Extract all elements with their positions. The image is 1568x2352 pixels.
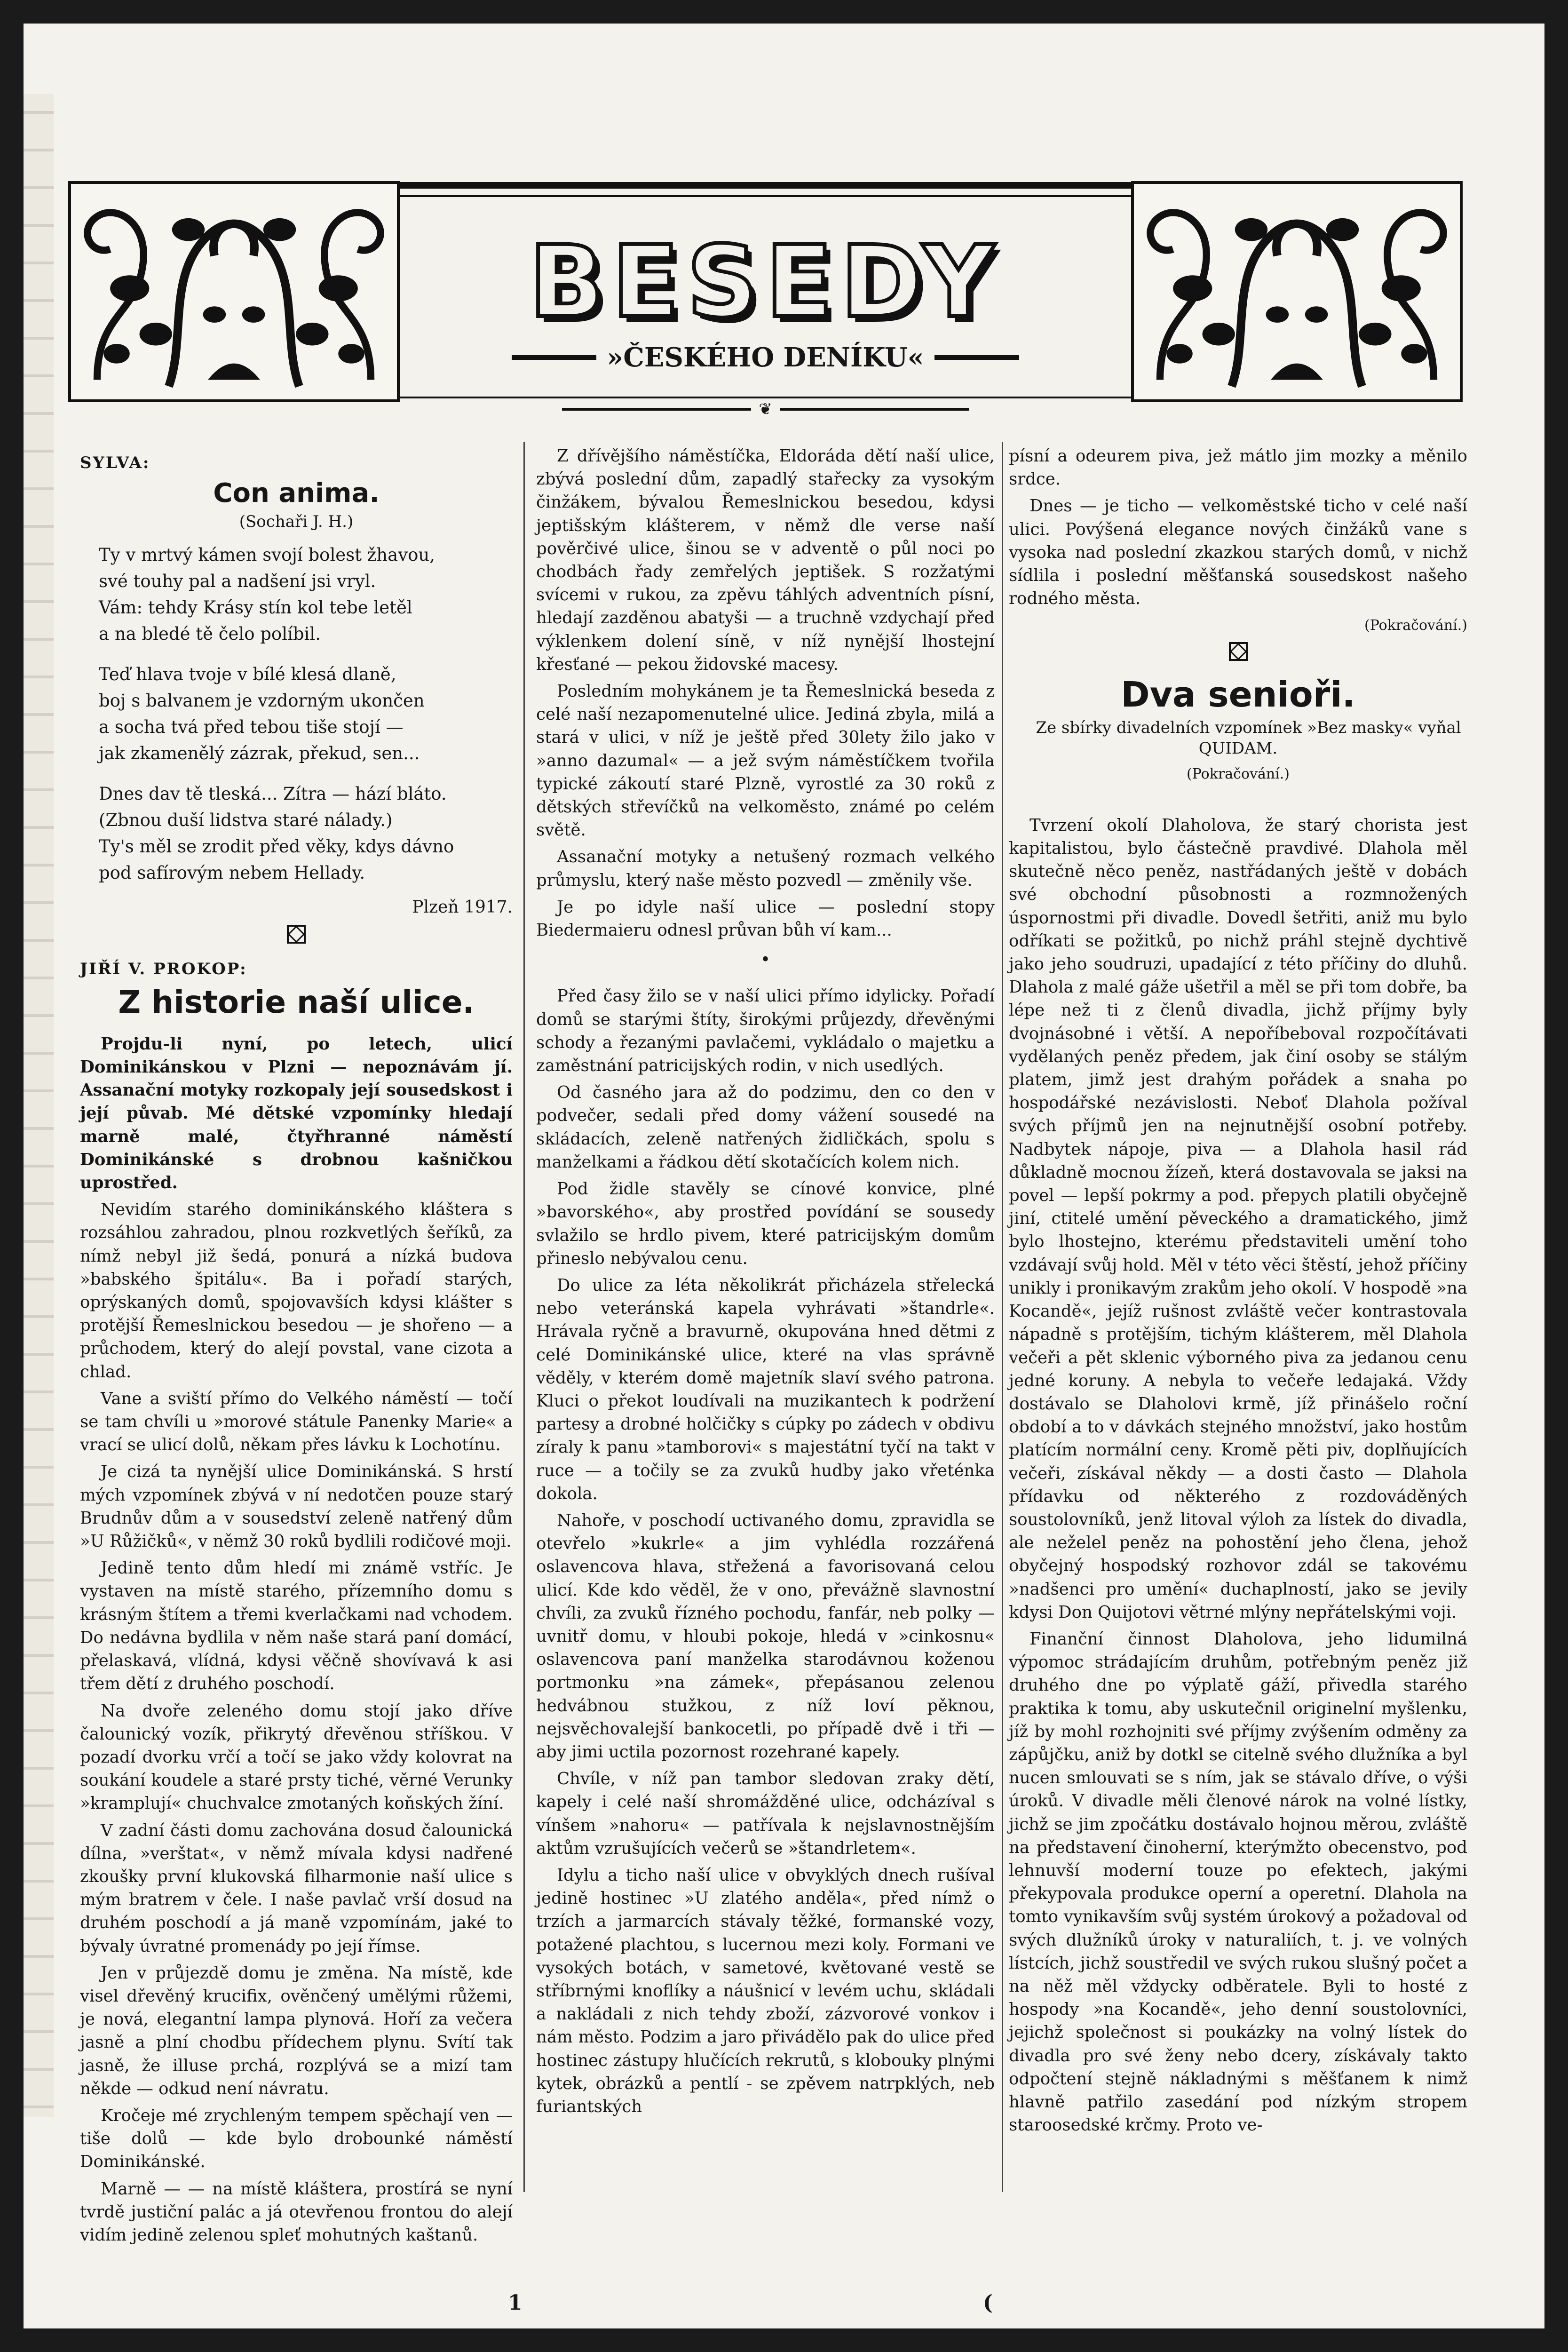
poem-line: Ty v mrtvý kámen svojí bolest žhavou, <box>99 545 435 565</box>
article-paragraph: Do ulice za léta několikrát přicházela střelecká nebo veteránská kapela vyhrávati »štandrle«. Hrávala ryčně a bravurně, okupována hned dětmi z celé Dominikánské ulice, které na vlas správně věděly, v kterém domě majetník slaví svého patrona. Kluci o překot loudívali na muzikantech k podržení partesy a drobné holčičky s cúpky po zádech v obdivu zíraly k panu »tamborovi« s majestátní tyčí na takt v ruce — a točily se za zvuků hudby jako vřeténka dokola. <box>536 1275 995 1503</box>
poem-line: jak zkamenělý zázrak, překud, sen... <box>99 743 420 764</box>
article-paragraph: Jedině tento dům hledí mi známě vstříc. Je vystaven na místě starého, přízemního domu s krásným štítem a třemi kverlačkami nad vchodem. Do nedávna bydlila v něm naše stará paní domácí, přelaskavá, vlídná, kdysi věčně shovívavá k asi třem dětí z druhého poschodí. <box>80 1558 513 1694</box>
article-paragraph: Od časného jara až do podzimu, den co den v podvečer, sedali před domy vážení sousedé na skládacích, zeleně natřených židličkách, spolu s manželkami a řádkou dětí skotačících kolem nich. <box>536 1083 995 1172</box>
poem-line: a socha tvá před tebou tiše stojí — <box>99 717 404 738</box>
poem-stanza <box>99 661 513 767</box>
serial-continued-note: (Pokračování.) <box>1187 765 1290 782</box>
article-paragraph: Na dvoře zeleného domu stojí jako dříve čalounický vozík, přikrytý dřevěnou stříškou. V pozadí dvorku vrčí a točí se jako vždy kolovrat na soukání koudele a staré prsty tiché, věrné Verunky »kramplují« chuchvalce zmotaných koňských žíní. <box>80 1701 513 1813</box>
article-paragraph: písní a odeurem piva, jež mátlo jim mozky a měnilo srdce. <box>1009 446 1467 489</box>
previous-page-edge <box>24 94 54 2117</box>
poem-line: své touhy pal a nadšení jsi vryl. <box>99 571 376 592</box>
article-paragraph: Nevidím starého dominikánského kláštera s rozsáhlou zahradou, plnou rozkvetlých šeříků, za nímž nebyl již šedá, ponurá a nízká budova »babského špitálu«. Ba i pořadí starých, oprýskaných domů, spojovavších kdysi klášter s protější Řemeslnickou besedou — je shořeno — a průchodem, který do alejí povstal, vane cizota a chlad. <box>80 1200 513 1382</box>
article-paragraph: Kročeje mé zrychleným tempem spěchají ven — tiše dolů — kde bylo drobounké náměstí Dominikánské. <box>80 2106 513 2172</box>
article-paragraph: Pod židle stavěly se cínové konvice, plné »bavorského«, aby prostřed povídání se sousedy svlažilo se hrdlo pivem, které patricijským domům přineslo nebývalou cenu. <box>536 1179 995 1268</box>
column-2 <box>536 445 995 2122</box>
column-rule-1 <box>523 442 525 2192</box>
continued-note: (Pokračování.) <box>1364 617 1467 634</box>
ornament-right <box>1131 181 1463 402</box>
article-paragraph: Je cizá ta nynější ulice Dominikánská. S hrstí mých vzpomínek zbývá v ní nedotčen pouze starý Brudnův dům a v sousedství zeleně natřený dům »U Růžičků«, v němž 30 roků bydlili rodičové moji. <box>80 1462 513 1551</box>
poem-line: Dnes dav tě tleská... Zítra — hází bláto. <box>99 784 447 804</box>
article-lead: Projdu-li nyní, po letech, ulicí Dominikánskou v Plzni — nepoznávám jí. Assanační motyky rozkopaly její sousedskost i její půvab. Mé dětské vzpomínky hledají marně malé, čtyřhranné náměstí Dominikánské s drobnou kašničkou uprostřed. <box>80 1034 513 1193</box>
article-paragraph: V zadní části domu zachována dosud čalounická dílna, »verštat«, v němž mívala kdysi nadřené zkoušky první klukovská filharmonie naší ulice s mým bratrem v čele. I naše pavlač vrší dosud na druhém poschodí a já maně vzpomínám, jaké to bývaly úvratné promenády po její římse. <box>80 1820 513 1956</box>
masthead <box>68 176 1463 419</box>
ornament-left <box>68 181 400 402</box>
article-author: JIŘÍ V. PROKOP: <box>80 959 247 978</box>
subtitle-bar-right <box>934 355 1019 360</box>
article-paragraph: Jen v průjezdě domu je změna. Na místě, kde visel dřevěný krucifix, ověnčený umělými růžemi, je nová, elegantní lampa plynová. Hoří za večera jasně a plní chodbu přídechem plynu. Svítí tak jasně, že illuse prchá, rozplývá se a mizí tam někde — odkud není návratu. <box>80 1963 513 2098</box>
dingbat-icon: ❦ <box>759 400 772 419</box>
masthead-bottom-rule <box>400 397 1131 398</box>
article-paragraph: Vane a sviští přímo do Velkého náměstí — točí se tam chvíli u »morové státule Panenky Marie« a vrací se ulicí dolů, někam přes lávku k Lochotínu. <box>80 1389 513 1455</box>
poem-title: Con anima. <box>213 478 380 509</box>
article-paragraph: Je po idyle naší ulice — poslední stopy Biedermaieru odnesl průvan bůh ví kam... <box>536 897 995 940</box>
article-paragraph: Dnes — je ticho — velkoměstské ticho v celé naší ulici. Povýšená elegance nových činžáků vane s vysoka nad poslední zkazkou starých domů, v nichž sídlila i poslední měšťanská sousedskost našeho rodného města. <box>1009 496 1467 609</box>
poem-line: Ty's měl se zrodit před věky, kdys dávno <box>99 836 454 857</box>
serial-paragraph: Finanční činnost Dlaholova, jeho lidumilná výpomoc strádajícím druhům, potřebným peněz již druhého dne po výplatě gáží, přivedla starého praktika k tomu, aby uskutečnil originelní myšlenku, jíž by mohl rozhojniti své příjmy zvýšením odměny za zápůjčku, aniž by dotkl se citelně svého dlužníka a byl nucen smlouvati se s ním, jak se stávalo dříve, o výši úroků. V divadle měli členové nárok na volné lístky, jichž se jim zpočátku dostávalo hojnou měrou, zvláště na představení činoherní, kterýmžto obecenstvo, pod lehnuvší moderní touze po efektech, jakými překypovala produkce operní a operetní. Dlahola na tomto vynikavším svůj systém úrokový a požadoval od svých dlužníků úroky v naturaliích, t. j. ve volných lístcích, jichž soustředil ve svých rukou slušný počet a na něž měl vždycky odběratele. Byli to hosté z hospody »na Kocandě«, jeho denní soustolovníci, jejichž společnost si poukázky na volný lístek do divadla pro své ženy nebo dcery, získávaly takto odpočtení stejně nákladnými s měšťanem k nimž hlavně patřilo zasedání pod nízkým stropem staroosedské krčmy. Proto ve- <box>1009 1629 1467 2135</box>
section-dot: • <box>760 950 771 970</box>
poem-stanza <box>99 781 513 886</box>
article-paragraph: Marně — — na místě kláštera, prostírá se nyní tvrdě justiční palác a já otevřenou frontou do alejí vidím jedině zelenou spleť mohutných kaštanů. <box>80 2179 513 2245</box>
article-paragraph: Chvíle, v níž pan tambor sledovan zraky dětí, kapely i celé naší shromážděné ulice, odcházíval s vínšem »nahoru« — patřívala k nejslavnostnějším aktům vzrušujících večerů se »štandrletem«. <box>536 1769 995 1858</box>
section-divider <box>80 925 513 944</box>
column-rule-2 <box>1002 442 1003 2192</box>
poem-line: Vám: tehdy Krásy stín kol tebe letěl <box>99 597 412 618</box>
column-1 <box>80 452 513 2250</box>
dingbat-line-right <box>780 408 969 411</box>
masthead-top-rule-thin <box>400 195 1131 197</box>
article-paragraph: Nahoře, v poschodí uctivaného domu, zpravidla se otevřelo »kukrle« a jim vyhlédla rozzářená oslavencova hlava, střežená a favorisovaná celou ulicí. Kde kdo věděl, že v ono, převážně slavnostní chvíli, za zvuků řízného pochodu, fanfár, neb polky — uvnitř domu, v hloubi pokoje, hledá v »cinkosnu« oslavencova paní manželka starodávnou koženou portmonku »na zámek«, přepásanou zelenou hedvábnou stužkou, z níž loví pěknou, nejsvěchovalejší bankocetli, po případě dvě i tři — aby jimi uctila pozornost rozehrané kapely. <box>536 1510 995 1762</box>
masthead-dingbat-rule <box>562 400 969 419</box>
poem-line: (Zbnou duší lidstva staré nálady.) <box>99 810 393 831</box>
column-3 <box>1009 445 1467 2140</box>
newspaper-page <box>24 24 1544 2328</box>
dingbat-line-left <box>562 408 751 411</box>
poem-dedication: (Sochaři J. H.) <box>239 512 354 532</box>
article-paragraph: Posledním mohykánem je ta Řemeslnická beseda z celé naší nezapomenutelné ulice. Jediná zbyla, milá a stará v ulici, v níž je ještě před 30lety žilo jako v »anno dazumal« — a jež svým náměstíčkem tvořila typické zákoutí staré Plzně, vyrostlé za 30 roků z dětských střevíčků na velkoměsto, známé po celém světě. <box>536 682 995 840</box>
article-paragraph: Idylu a ticho naší ulice v obvyklých dnech rušíval jedině hostinec »U zlatého anděla«, před nímž o trzích a jarmarcích stávaly těžké, formanské vozy, potažené plachtou, s lucernou mezi koly. Formani ve vysokých botách, v sametové, květované vestě se stříbrnými knoflíky a náušnicí v levém uchu, skládali a nakládali z nich tehdy zboží, zázvorové vonkov i nám město. Podzim a jaro přivádělo pak do ulice před hostinec zástupy hlučících rekrutů, s klobouky plnými kytek, obrázků a pentlí - se zpěvem natrpklých, neb furiantských <box>536 1865 995 2117</box>
masthead-title: BESEDY <box>529 224 1002 340</box>
diamond-ornament-icon <box>287 925 306 944</box>
article-paragraph: Z dřívějšího náměstíčka, Eldoráda dětí naší ulice, zbývá poslední dům, zapadlý stařecky za vysokým činžákem, bývalou Řemeslnickou besedou, kdysi jeptišským klášterem, v němž dle verse naší pověrčivé ulice, šinou se v adventě o půl noci po chodbách řady zemřelých jeptišek. S rozžatými svícemi v rukou, za zpěvu táhlých adventních písní, hledají zazděnou abatyši — a truchně vzdychají před výklenkem dolení síně, v níž nynější lhostejní křesťané — pekou židovské macesy. <box>536 446 995 674</box>
masthead-top-rule <box>400 182 1131 189</box>
poem-line: boj s balvanem je vzdorným ukončen <box>99 691 425 711</box>
serial-credit: Ze sbírky divadelních vzpomínek »Bez masky« vyňal QUIDAM. <box>1036 718 1461 758</box>
serial-paragraph: Tvrzení okolí Dlaholova, že starý chorista jest kapitalistou, bylo částečně pravdivé. Dlahola měl skutečně něco peněz, nastřádaných ještě v dobách své obchodní působnosti a rozmnožených úspornostmi při divadle. Dovedl šetřiti, aniž mu bylo odříkati se požitků, po nichž práhl stejně dychtivě jako jeho soudruzi, upadající z této příčiny do dluhů. Dlahola z malé gáže ušetřil a měl se při tom dobře, ba lépe než ti z členů divadla, jichž příjmy byly dvojnásobné i větší. A nepoříbeboval rozpočítávati vydělaných peněz předem, jak činí osoby se stálým platem, jimž jest drahým pořádek a snaha po hospodářské nezávislosti. Neboť Dlahola požíval svých příjmů jen na nejnutnější osobní potřeby. Nadbytek nápoje, piva — a Dlahola hasil rád důkladně mocnou žízeň, která dostavovala se jaksi na povel — lepší pokrmy a pod. přepych platili obyčejně jiní, ctitelé umění pěveckého a dramatického, jimž bylo lhostejno, kterému představiteli umění toho vzdávají svůj hold. Měl v této věci štěstí, jehož příčiny unikly i pronikavým zrakům jeho okolí. V hospodě »na Kocandě«, jejíž rušnost zvláště večer kontrastovala nápadně s protějším, tichým klášterem, měl Dlahola večeři a pět sklenic výborného piva za jedanou cenu jedné koruny. A nebyla to večeře ledajaká. Vždy dostávalo se Dlaholovi krmě, jíž přinášelo roční období a to v dávkách stejného množství, jako hostům platícím normální ceny. Kromě pěti piv, doplňujících večeři, získával někdy — a dosti často — Dlahola přídavku od některého z rozdováděných soustolovníků, jenž litoval výloh za lístek do divadla, ale neželel peněz na pohostění jeho člena, jehož obyčejný hospodský rozhovor zdál se takovému »nadšenci pro umění« duchaplností, jako se jevily kdysi Don Quijotovi větrné mlýny nepřátelskými voji. <box>1009 815 1467 1622</box>
article-paragraph: Assanační motyky a netušený rozmach velkého průmyslu, který naše město pozvedl — změnily vše. <box>536 847 995 890</box>
poem-line: Teď hlava tvoje v bílé klesá dlaně, <box>99 664 396 685</box>
footer-mark-left: 1 <box>508 2291 523 2315</box>
article-paragraph: Před časy žilo se v naší ulici přímo idylicky. Pořadí domů se starými štíty, širokými průjezdy, dřevěnými schody a řezanými pavlačemi, vykládalo o majetku a zaměstnání patricijských rodin, v nich usedlých. <box>536 986 995 1076</box>
masthead-subtitle-row <box>440 341 1091 374</box>
subtitle-bar-left <box>512 355 596 360</box>
diamond-ornament-icon <box>1229 642 1248 661</box>
serial-title: Dva senioři. <box>1121 674 1355 715</box>
poem-stanza <box>99 542 513 647</box>
poem-signature: Plzeň 1917. <box>412 898 513 917</box>
article-title: Z historie naší ulice. <box>118 984 475 1020</box>
section-divider <box>1009 642 1467 661</box>
poem-author: SYLVA: <box>80 453 150 472</box>
poem-line: pod safírovým nebem Hellady. <box>99 863 365 883</box>
poem-line: a na bledé tě čelo políbil. <box>99 624 321 644</box>
masthead-subtitle: »ČESKÉHO DENÍKU« <box>607 342 924 373</box>
footer-mark-right: ( <box>983 2291 993 2315</box>
